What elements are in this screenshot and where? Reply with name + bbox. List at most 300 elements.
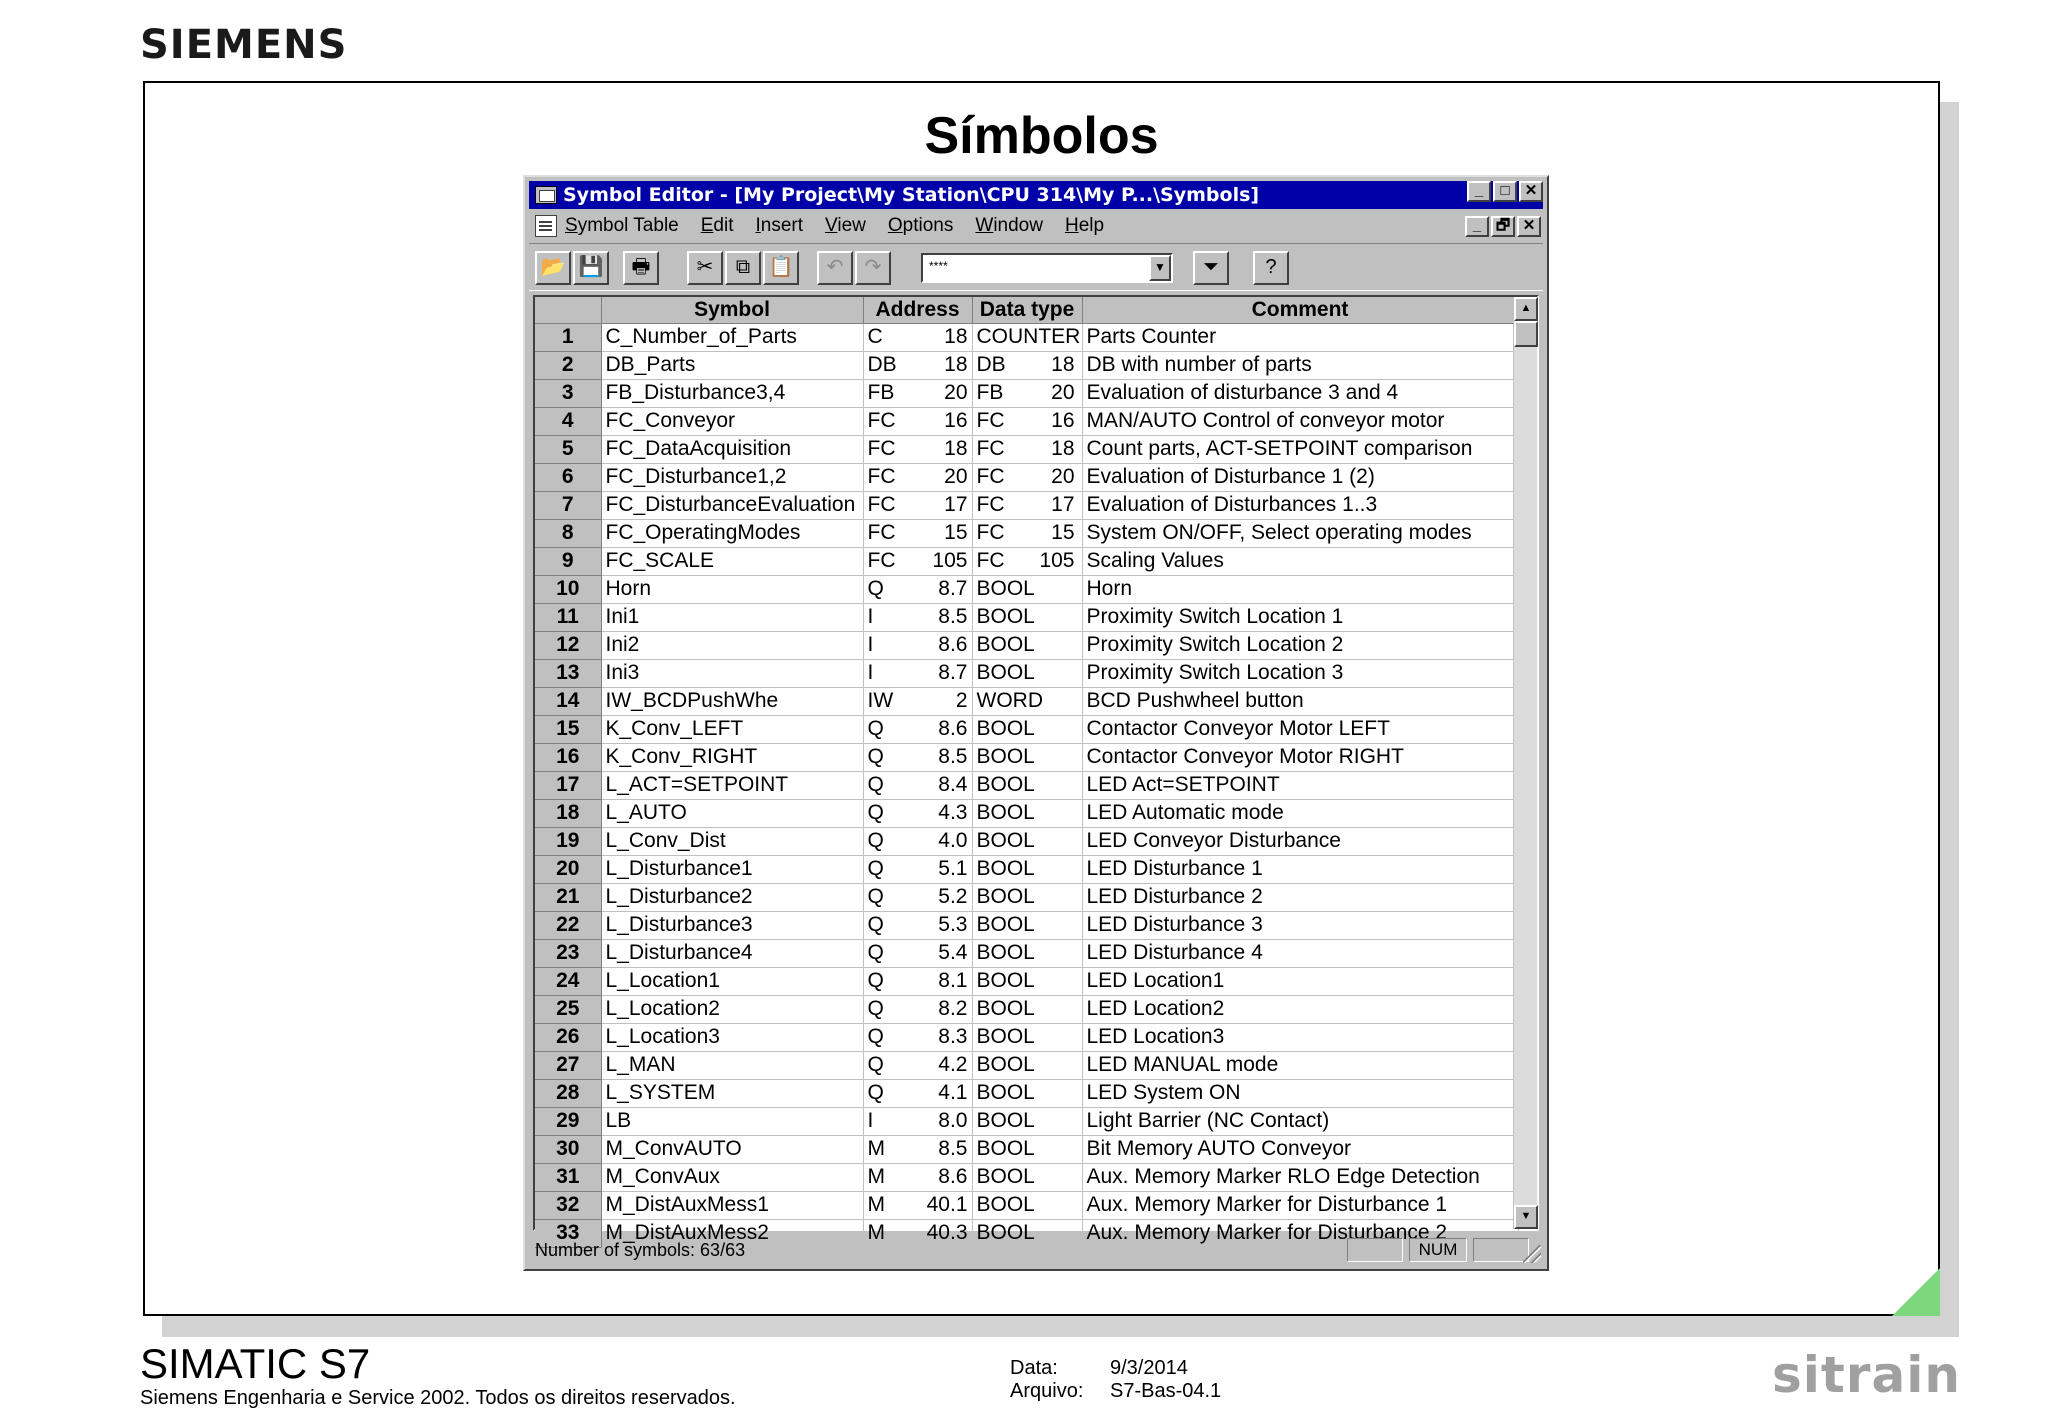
row-number[interactable]: 7	[535, 491, 601, 519]
print-icon[interactable]: 🖶	[623, 251, 659, 285]
symbol-cell[interactable]: LB	[601, 1107, 863, 1135]
table-row[interactable]	[535, 743, 1518, 771]
address-type: I	[867, 633, 874, 656]
row-number[interactable]: 26	[535, 1023, 601, 1051]
table-row[interactable]	[535, 1191, 1518, 1219]
data-type: BOOL	[976, 577, 1035, 600]
table-row[interactable]	[535, 379, 1518, 407]
address-type: FC	[867, 409, 896, 432]
address-number: 8.4	[938, 773, 968, 796]
row-number[interactable]: 27	[535, 1051, 601, 1079]
symbol-cell[interactable]: L_Disturbance3	[601, 911, 863, 939]
symbol-cell[interactable]: FC_OperatingModes	[601, 519, 863, 547]
address-number: 8.7	[938, 661, 968, 684]
address-cell[interactable]	[863, 1107, 972, 1135]
data-type-cell[interactable]	[972, 799, 1082, 827]
symbol-cell[interactable]: K_Conv_RIGHT	[601, 743, 863, 771]
address-cell[interactable]	[863, 379, 972, 407]
address-cell[interactable]	[863, 631, 972, 659]
row-number[interactable]: 19	[535, 827, 601, 855]
paste-icon[interactable]: 📋	[763, 251, 799, 285]
address-cell[interactable]	[863, 435, 972, 463]
doc-minimize-button[interactable]: _	[1465, 216, 1489, 237]
address-number: 18	[944, 353, 968, 376]
filter-icon[interactable]: ⏷	[1193, 251, 1229, 285]
address-cell[interactable]	[863, 1079, 972, 1107]
data-type: BOOL	[976, 1137, 1035, 1160]
data-type-cell[interactable]	[972, 967, 1082, 995]
data-type-cell[interactable]	[972, 491, 1082, 519]
symbol-cell[interactable]: Horn	[601, 575, 863, 603]
app-icon[interactable]	[535, 186, 557, 204]
data-type: BOOL	[976, 633, 1035, 656]
resize-grip-icon[interactable]	[1523, 1245, 1541, 1263]
data-type: BOOL	[976, 605, 1035, 628]
address-type: I	[867, 605, 874, 628]
row-number[interactable]: 21	[535, 883, 601, 911]
data-type-cell[interactable]	[972, 1163, 1082, 1191]
table-row[interactable]	[535, 1051, 1518, 1079]
vertical-scrollbar[interactable]	[1513, 297, 1537, 1229]
comment-cell[interactable]: Proximity Switch Location 1	[1082, 603, 1518, 631]
row-number[interactable]: 11	[535, 603, 601, 631]
symbol-cell[interactable]: FC_Disturbance1,2	[601, 463, 863, 491]
select-all-cell[interactable]	[535, 297, 601, 323]
comment-cell[interactable]: LED MANUAL mode	[1082, 1051, 1518, 1079]
data-type-cell[interactable]	[972, 547, 1082, 575]
address-type: Q	[867, 1025, 884, 1048]
open-icon[interactable]: 📂	[535, 251, 571, 285]
symbol-cell[interactable]: FC_DataAcquisition	[601, 435, 863, 463]
scroll-down-icon[interactable]: ▼	[1514, 1205, 1538, 1229]
table-row[interactable]	[535, 323, 1518, 351]
data-type-cell[interactable]	[972, 1191, 1082, 1219]
filter-combobox[interactable]	[921, 253, 1173, 283]
address-type: Q	[867, 1081, 884, 1104]
address-type: M	[867, 1221, 885, 1244]
address-type: Q	[867, 885, 884, 908]
row-number[interactable]: 14	[535, 687, 601, 715]
symbol-cell[interactable]: L_AUTO	[601, 799, 863, 827]
data-type-cell[interactable]	[972, 379, 1082, 407]
row-number[interactable]: 23	[535, 939, 601, 967]
table-row[interactable]	[535, 911, 1518, 939]
data-type-cell[interactable]	[972, 995, 1082, 1023]
comment-cell[interactable]: DB with number of parts	[1082, 351, 1518, 379]
data-type: BOOL	[976, 1081, 1035, 1104]
data-type: BOOL	[976, 885, 1035, 908]
address-number: 4.2	[938, 1053, 968, 1076]
data-type-cell[interactable]	[972, 687, 1082, 715]
symbol-cell[interactable]: FC_Conveyor	[601, 407, 863, 435]
row-number[interactable]: 20	[535, 855, 601, 883]
data-type-cell[interactable]	[972, 1107, 1082, 1135]
date-label: Data:	[1010, 1357, 1058, 1379]
symbol-cell[interactable]: FB_Disturbance3,4	[601, 379, 863, 407]
comment-cell[interactable]: Scaling Values	[1082, 547, 1518, 575]
table-row[interactable]	[535, 603, 1518, 631]
address-cell[interactable]	[863, 323, 972, 351]
table-row[interactable]	[535, 1135, 1518, 1163]
address-type: Q	[867, 997, 884, 1020]
comment-cell[interactable]: BCD Pushwheel button	[1082, 687, 1518, 715]
address-number: 8.2	[938, 997, 968, 1020]
data-type-number: 17	[1051, 493, 1075, 516]
data-type-cell[interactable]	[972, 463, 1082, 491]
symbol-cell[interactable]: L_SYSTEM	[601, 1079, 863, 1107]
data-type-cell[interactable]	[972, 939, 1082, 967]
row-number[interactable]: 22	[535, 911, 601, 939]
table-row[interactable]	[535, 519, 1518, 547]
address-number: 5.3	[938, 913, 968, 936]
table-row[interactable]	[535, 407, 1518, 435]
cut-icon[interactable]: ✂	[687, 251, 723, 285]
siemens-logo: SIEMENS	[140, 22, 348, 68]
comment-cell[interactable]: Proximity Switch Location 3	[1082, 659, 1518, 687]
row-number[interactable]: 29	[535, 1107, 601, 1135]
undo-icon[interactable]: ↶	[817, 251, 853, 285]
data-type-cell[interactable]	[972, 911, 1082, 939]
table-row[interactable]	[535, 351, 1518, 379]
row-number[interactable]: 32	[535, 1191, 601, 1219]
row-number[interactable]: 31	[535, 1163, 601, 1191]
address-cell[interactable]	[863, 855, 972, 883]
comment-cell[interactable]: Contactor Conveyor Motor LEFT	[1082, 715, 1518, 743]
address-type: Q	[867, 577, 884, 600]
address-number: 5.1	[938, 857, 968, 880]
symbol-cell[interactable]: L_MAN	[601, 1051, 863, 1079]
comment-cell[interactable]: Light Barrier (NC Contact)	[1082, 1107, 1518, 1135]
window-controls	[1467, 181, 1543, 202]
row-number[interactable]: 18	[535, 799, 601, 827]
data-type: BOOL	[976, 969, 1035, 992]
symbol-editor-window	[523, 175, 1549, 1271]
address-type: Q	[867, 717, 884, 740]
comment-cell[interactable]: Evaluation of Disturbance 1 (2)	[1082, 463, 1518, 491]
address-cell[interactable]	[863, 743, 972, 771]
data-type-cell[interactable]	[972, 631, 1082, 659]
table-row[interactable]	[535, 659, 1518, 687]
symbol-cell[interactable]: M_DistAuxMess2	[601, 1219, 863, 1247]
table-row[interactable]	[535, 799, 1518, 827]
menu-window[interactable]: Window	[975, 215, 1043, 236]
comment-cell[interactable]: LED Conveyor Disturbance	[1082, 827, 1518, 855]
scroll-up-icon[interactable]: ▲	[1514, 297, 1538, 321]
address-cell[interactable]	[863, 1051, 972, 1079]
table-row[interactable]	[535, 435, 1518, 463]
comment-cell[interactable]: LED Act=SETPOINT	[1082, 771, 1518, 799]
data-type-cell[interactable]	[972, 519, 1082, 547]
comment-cell[interactable]: LED Automatic mode	[1082, 799, 1518, 827]
address-cell[interactable]	[863, 519, 972, 547]
data-type-cell[interactable]	[972, 603, 1082, 631]
data-type-cell[interactable]	[972, 407, 1082, 435]
column-header-address[interactable]: Address	[863, 297, 972, 323]
table-row[interactable]	[535, 883, 1518, 911]
address-cell[interactable]	[863, 827, 972, 855]
column-header-symbol[interactable]: Symbol	[601, 297, 863, 323]
address-number: 4.3	[938, 801, 968, 824]
address-cell[interactable]	[863, 939, 972, 967]
row-number[interactable]: 13	[535, 659, 601, 687]
comment-cell[interactable]: Bit Memory AUTO Conveyor	[1082, 1135, 1518, 1163]
address-type: Q	[867, 801, 884, 824]
table-row[interactable]	[535, 491, 1518, 519]
symbol-cell[interactable]: IW_BCDPushWhe	[601, 687, 863, 715]
comment-cell[interactable]: Evaluation of Disturbances 1..3	[1082, 491, 1518, 519]
menu-help[interactable]: Help	[1064, 215, 1105, 236]
data-type-cell[interactable]	[972, 435, 1082, 463]
data-type-cell[interactable]	[972, 715, 1082, 743]
address-cell[interactable]	[863, 1023, 972, 1051]
redo-icon[interactable]: ↷	[855, 251, 891, 285]
data-type: FB	[976, 381, 1004, 404]
address-cell[interactable]	[863, 1191, 972, 1219]
data-type-cell[interactable]	[972, 883, 1082, 911]
address-number: 8.5	[938, 1137, 968, 1160]
address-cell[interactable]	[863, 407, 972, 435]
copy-icon[interactable]: ⧉	[725, 251, 761, 285]
table-row[interactable]	[535, 827, 1518, 855]
symbol-cell[interactable]: FC_DisturbanceEvaluation	[601, 491, 863, 519]
table-row[interactable]	[535, 771, 1518, 799]
doc-close-button[interactable]: ✕	[1517, 216, 1541, 237]
row-number[interactable]: 8	[535, 519, 601, 547]
address-number: 8.6	[938, 1165, 968, 1188]
address-type: FC	[867, 549, 896, 572]
address-cell[interactable]	[863, 771, 972, 799]
table-row[interactable]	[535, 967, 1518, 995]
row-number[interactable]: 10	[535, 575, 601, 603]
row-number[interactable]: 16	[535, 743, 601, 771]
row-number[interactable]: 25	[535, 995, 601, 1023]
table-row[interactable]	[535, 1107, 1518, 1135]
address-cell[interactable]	[863, 687, 972, 715]
data-type-cell[interactable]	[972, 323, 1082, 351]
data-type-number: 18	[1051, 353, 1075, 376]
data-type: BOOL	[976, 801, 1035, 824]
symbol-cell[interactable]: L_Location1	[601, 967, 863, 995]
table-row[interactable]	[535, 1163, 1518, 1191]
row-number[interactable]: 3	[535, 379, 601, 407]
table-row[interactable]	[535, 631, 1518, 659]
row-number[interactable]: 6	[535, 463, 601, 491]
address-type: I	[867, 1109, 874, 1132]
address-number: 2	[955, 689, 968, 712]
symbol-table	[533, 295, 1539, 1244]
minimize-button[interactable]: _	[1467, 181, 1491, 202]
symbol-cell[interactable]: Ini2	[601, 631, 863, 659]
data-type-cell[interactable]	[972, 771, 1082, 799]
window-titlebar[interactable]	[529, 181, 1543, 209]
table-row[interactable]	[535, 939, 1518, 967]
comment-cell[interactable]: LED Disturbance 3	[1082, 911, 1518, 939]
address-cell[interactable]	[863, 547, 972, 575]
address-cell[interactable]	[863, 995, 972, 1023]
table-row[interactable]	[535, 715, 1518, 743]
address-number: 18	[944, 437, 968, 460]
row-number[interactable]: 15	[535, 715, 601, 743]
comment-cell[interactable]: Proximity Switch Location 2	[1082, 631, 1518, 659]
row-number[interactable]: 4	[535, 407, 601, 435]
symbol-cell[interactable]: K_Conv_LEFT	[601, 715, 863, 743]
symbol-cell[interactable]: L_Disturbance1	[601, 855, 863, 883]
data-type-number: 20	[1051, 465, 1075, 488]
comment-cell[interactable]: LED System ON	[1082, 1079, 1518, 1107]
row-number[interactable]: 33	[535, 1219, 601, 1247]
symbol-cell[interactable]: M_ConvAUTO	[601, 1135, 863, 1163]
status-bar	[529, 1235, 1543, 1265]
symbol-cell[interactable]: Ini3	[601, 659, 863, 687]
comment-cell[interactable]: Aux. Memory Marker for Disturbance 1	[1082, 1191, 1518, 1219]
symbol-cell[interactable]: L_ACT=SETPOINT	[601, 771, 863, 799]
address-cell[interactable]	[863, 491, 972, 519]
symbol-cell[interactable]: L_Location2	[601, 995, 863, 1023]
address-cell[interactable]	[863, 967, 972, 995]
address-cell[interactable]	[863, 603, 972, 631]
scroll-thumb[interactable]	[1514, 321, 1538, 347]
help-icon[interactable]: ?	[1253, 251, 1289, 285]
symbol-cell[interactable]: L_Conv_Dist	[601, 827, 863, 855]
data-type-cell[interactable]	[972, 855, 1082, 883]
menu-edit[interactable]: Edit	[700, 215, 734, 236]
data-type: BOOL	[976, 773, 1035, 796]
menu-view[interactable]: View	[825, 215, 866, 236]
symbol-cell[interactable]: L_Disturbance2	[601, 883, 863, 911]
data-type-cell[interactable]	[972, 575, 1082, 603]
comment-cell[interactable]: LED Disturbance 1	[1082, 855, 1518, 883]
data-type-cell[interactable]	[972, 1135, 1082, 1163]
symbol-cell[interactable]: M_ConvAux	[601, 1163, 863, 1191]
comment-cell[interactable]: Contactor Conveyor Motor RIGHT	[1082, 743, 1518, 771]
row-number[interactable]: 24	[535, 967, 601, 995]
table-row[interactable]	[535, 1079, 1518, 1107]
row-number[interactable]: 28	[535, 1079, 601, 1107]
data-type-cell[interactable]	[972, 1079, 1082, 1107]
row-number[interactable]: 2	[535, 351, 601, 379]
address-cell[interactable]	[863, 575, 972, 603]
address-number: 16	[944, 409, 968, 432]
comment-cell[interactable]: Horn	[1082, 575, 1518, 603]
address-cell[interactable]	[863, 715, 972, 743]
address-number: 5.2	[938, 885, 968, 908]
comment-cell[interactable]: System ON/OFF, Select operating modes	[1082, 519, 1518, 547]
file-value: S7-Bas-04.1	[1110, 1380, 1222, 1402]
symbol-cell[interactable]: L_Location3	[601, 1023, 863, 1051]
comment-cell[interactable]: Aux. Memory Marker for Disturbance 2	[1082, 1219, 1518, 1247]
status-panel-empty-2	[1473, 1238, 1529, 1262]
comment-cell[interactable]: Count parts, ACT-SETPOINT comparison	[1082, 435, 1518, 463]
address-type: M	[867, 1193, 885, 1216]
address-type: Q	[867, 745, 884, 768]
table-row[interactable]	[535, 1023, 1518, 1051]
comment-cell[interactable]: LED Location3	[1082, 1023, 1518, 1051]
row-number[interactable]: 12	[535, 631, 601, 659]
row-number[interactable]: 30	[535, 1135, 601, 1163]
comment-cell[interactable]: Aux. Memory Marker RLO Edge Detection	[1082, 1163, 1518, 1191]
address-cell[interactable]	[863, 659, 972, 687]
comment-cell[interactable]: LED Disturbance 4	[1082, 939, 1518, 967]
symbol-cell[interactable]: M_DistAuxMess1	[601, 1191, 863, 1219]
data-type-cell[interactable]	[972, 659, 1082, 687]
comment-cell[interactable]: LED Location2	[1082, 995, 1518, 1023]
symbol-cell[interactable]: Ini1	[601, 603, 863, 631]
status-panel-empty	[1347, 1238, 1403, 1262]
address-number: 20	[944, 465, 968, 488]
row-number[interactable]: 5	[535, 435, 601, 463]
address-cell[interactable]	[863, 911, 972, 939]
address-type: FC	[867, 493, 896, 516]
menu-insert[interactable]: Insert	[755, 215, 804, 236]
comment-cell[interactable]: LED Location1	[1082, 967, 1518, 995]
data-type-number: 18	[1051, 437, 1075, 460]
address-cell[interactable]	[863, 799, 972, 827]
comment-cell[interactable]: LED Disturbance 2	[1082, 883, 1518, 911]
data-type-cell[interactable]	[972, 1023, 1082, 1051]
address-cell[interactable]	[863, 351, 972, 379]
data-type-cell[interactable]	[972, 351, 1082, 379]
address-cell[interactable]	[863, 883, 972, 911]
data-type: BOOL	[976, 941, 1035, 964]
address-number: 8.0	[938, 1109, 968, 1132]
menu-options[interactable]: Options	[887, 215, 954, 236]
data-type-cell[interactable]	[972, 1051, 1082, 1079]
table-row[interactable]	[535, 463, 1518, 491]
symbol-cell[interactable]: C_Number_of_Parts	[601, 323, 863, 351]
table-row[interactable]	[535, 575, 1518, 603]
row-number[interactable]: 17	[535, 771, 601, 799]
maximize-button[interactable]: □	[1493, 181, 1517, 202]
table-row[interactable]	[535, 687, 1518, 715]
data-type: FC	[976, 409, 1005, 432]
comment-cell[interactable]: MAN/AUTO Control of conveyor motor	[1082, 407, 1518, 435]
save-icon[interactable]: 💾	[573, 251, 609, 285]
address-cell[interactable]	[863, 463, 972, 491]
date-value: 9/3/2014	[1110, 1357, 1188, 1379]
column-header-comment[interactable]: Comment	[1082, 297, 1518, 323]
chevron-down-icon[interactable]: ▼	[1149, 255, 1171, 281]
address-number: 18	[944, 325, 968, 348]
address-cell[interactable]	[863, 1163, 972, 1191]
table-row[interactable]	[535, 547, 1518, 575]
comment-cell[interactable]: Parts Counter	[1082, 323, 1518, 351]
data-type-cell[interactable]	[972, 743, 1082, 771]
data-type: BOOL	[976, 1165, 1035, 1188]
symbol-cell[interactable]: L_Disturbance4	[601, 939, 863, 967]
address-number: 17	[944, 493, 968, 516]
data-type: FC	[976, 493, 1005, 516]
document-icon[interactable]	[535, 215, 557, 237]
address-cell[interactable]	[863, 1135, 972, 1163]
symbol-cell[interactable]: DB_Parts	[601, 351, 863, 379]
row-number[interactable]: 9	[535, 547, 601, 575]
address-number: 8.1	[938, 969, 968, 992]
column-header-data-type[interactable]: Data type	[972, 297, 1082, 323]
doc-restore-button[interactable]: 🗗	[1491, 216, 1515, 237]
symbol-cell[interactable]: FC_SCALE	[601, 547, 863, 575]
table-row[interactable]	[535, 995, 1518, 1023]
close-button[interactable]: ✕	[1519, 181, 1543, 202]
comment-cell[interactable]: Evaluation of disturbance 3 and 4	[1082, 379, 1518, 407]
data-type-cell[interactable]	[972, 827, 1082, 855]
address-number: 5.4	[938, 941, 968, 964]
slide-title: Símbolos	[924, 107, 1159, 165]
menu-symbol-table[interactable]: Symbol Table	[565, 215, 679, 236]
table-row[interactable]	[535, 855, 1518, 883]
data-type: FC	[976, 549, 1005, 572]
sitrain-logo: sitrain	[1772, 1346, 1961, 1404]
row-number[interactable]: 1	[535, 323, 601, 351]
